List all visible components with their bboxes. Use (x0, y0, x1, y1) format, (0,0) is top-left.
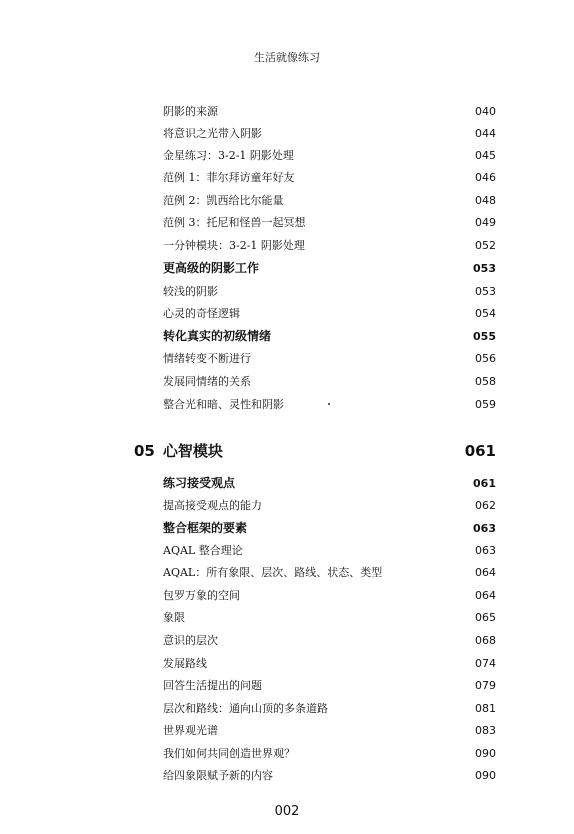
toc-entry (163, 305, 496, 321)
toc-entry-page: 044 (475, 127, 496, 140)
toc-entry (163, 632, 496, 648)
toc-entry-title: 世界观光谱 (163, 724, 218, 737)
toc-entry-title: 发展同情绪的关系 (163, 375, 251, 388)
toc-entry-page: 056 (475, 352, 496, 365)
toc-entry-title: 包罗万象的空间 (163, 589, 240, 602)
toc-entry-title: 回答生活提出的问题 (163, 679, 262, 692)
toc-entry-title: 较浅的阴影 (163, 285, 218, 298)
toc-subheading-title: 更高级的阴影工作 (163, 261, 260, 275)
toc-entry (163, 722, 496, 738)
toc-subheading-title: 转化真实的初级情绪 (163, 329, 272, 343)
toc-entry-title: AQAL：所有象限、层次、路线、状态、类型 (163, 566, 383, 579)
toc-entry-page: 064 (475, 566, 496, 579)
chapter-heading (134, 440, 496, 461)
toc-entry (163, 609, 496, 625)
toc-entry (163, 700, 496, 716)
toc-entry (163, 192, 496, 208)
toc-entry-page: 074 (475, 657, 496, 670)
toc-subheading (163, 327, 496, 344)
toc-entry-title: 一分钟模块：3-2-1 阴影处理 (163, 239, 305, 252)
toc-entry-title: 情绪转变不断进行 (163, 352, 251, 365)
toc-entry (163, 169, 496, 185)
chapter-page: 061 (464, 442, 496, 460)
chapter-number: 05 (134, 442, 155, 460)
toc-entry-page: 045 (475, 149, 496, 162)
toc-entry-title: 范例 1：菲尔拜访童年好友 (163, 171, 295, 184)
toc-entry-page: 055 (473, 330, 496, 343)
toc-entry (163, 214, 496, 230)
toc-subheading (163, 259, 496, 276)
toc-entry (163, 147, 496, 163)
toc-entry-title: 提高接受观点的能力 (163, 499, 262, 512)
toc-entry (163, 655, 496, 671)
toc-entry-page: 065 (475, 611, 496, 624)
toc-subheading (163, 519, 496, 536)
toc-entry-title: 给四象限赋予新的内容 (163, 769, 273, 782)
toc-entry (163, 745, 496, 761)
toc-entry-page: 054 (475, 307, 496, 320)
toc-entry-title: AQAL 整合理论 (163, 544, 243, 557)
toc-entry-page: 062 (475, 499, 496, 512)
toc-entry (163, 125, 496, 141)
toc-subheading (163, 474, 496, 491)
toc-entry-title: 象限 (163, 611, 185, 624)
toc-entry-page: 063 (475, 544, 496, 557)
toc-entry (163, 564, 496, 580)
toc-entry-page: 064 (475, 589, 496, 602)
page-number: 002 (274, 804, 300, 819)
toc-entry-page: 063 (473, 522, 496, 535)
toc-entry-page: 061 (473, 477, 496, 490)
toc-entry-page: 048 (475, 194, 496, 207)
toc-entry-page: 040 (475, 105, 496, 118)
toc-entry (163, 677, 496, 693)
toc-entry-title: 整合光和暗、灵性和阴影 (163, 398, 284, 411)
stray-dot (328, 403, 330, 405)
toc-entry-page: 079 (475, 679, 496, 692)
chapter-title: 心智模块 (162, 442, 223, 460)
toc-entry (163, 237, 496, 253)
toc-entry (163, 350, 496, 366)
toc-entry-page: 083 (475, 724, 496, 737)
toc-subheading-title: 练习接受观点 (163, 476, 236, 490)
toc-entry-page: 090 (475, 769, 496, 782)
toc-entry (163, 283, 496, 299)
toc-entry-page: 053 (475, 285, 496, 298)
toc-entry-title: 层次和路线：通向山顶的多条道路 (163, 702, 328, 715)
toc-entry-page: 052 (475, 239, 496, 252)
toc-entry (163, 373, 496, 389)
toc-entry-page: 053 (473, 262, 496, 275)
toc-entry-title: 我们如何共同创造世界观？ (163, 747, 295, 760)
toc-entry-page: 059 (475, 398, 496, 411)
toc-entry-page: 090 (475, 747, 496, 760)
chapter-title-group (134, 440, 223, 461)
toc-entry (163, 767, 496, 783)
toc-entry (163, 497, 496, 513)
toc-entry-title: 范例 2：凯西给比尔能量 (163, 194, 284, 207)
toc-entry-page: 068 (475, 634, 496, 647)
toc-subheading-title: 整合框架的要素 (163, 521, 248, 535)
running-header: 生活就像练习 (254, 51, 320, 64)
toc-entry-page: 058 (475, 375, 496, 388)
toc-entry (163, 587, 496, 603)
toc-entry-page: 046 (475, 171, 496, 184)
toc-entry-title: 发展路线 (163, 657, 207, 670)
toc-entry-page: 081 (475, 702, 496, 715)
toc-entry-page: 049 (475, 216, 496, 229)
toc-entry-title: 范例 3：托尼和怪兽一起冥想 (163, 216, 306, 229)
toc-entry-title: 金星练习：3-2-1 阴影处理 (163, 149, 294, 162)
toc-entry-title: 意识的层次 (163, 634, 218, 647)
toc-entry-title: 阴影的来源 (163, 105, 218, 118)
toc-entry-title: 心灵的奇怪逻辑 (163, 307, 240, 320)
toc-entry (163, 103, 496, 119)
toc-entry (163, 542, 496, 558)
toc-entry-title: 将意识之光带入阴影 (163, 127, 262, 140)
